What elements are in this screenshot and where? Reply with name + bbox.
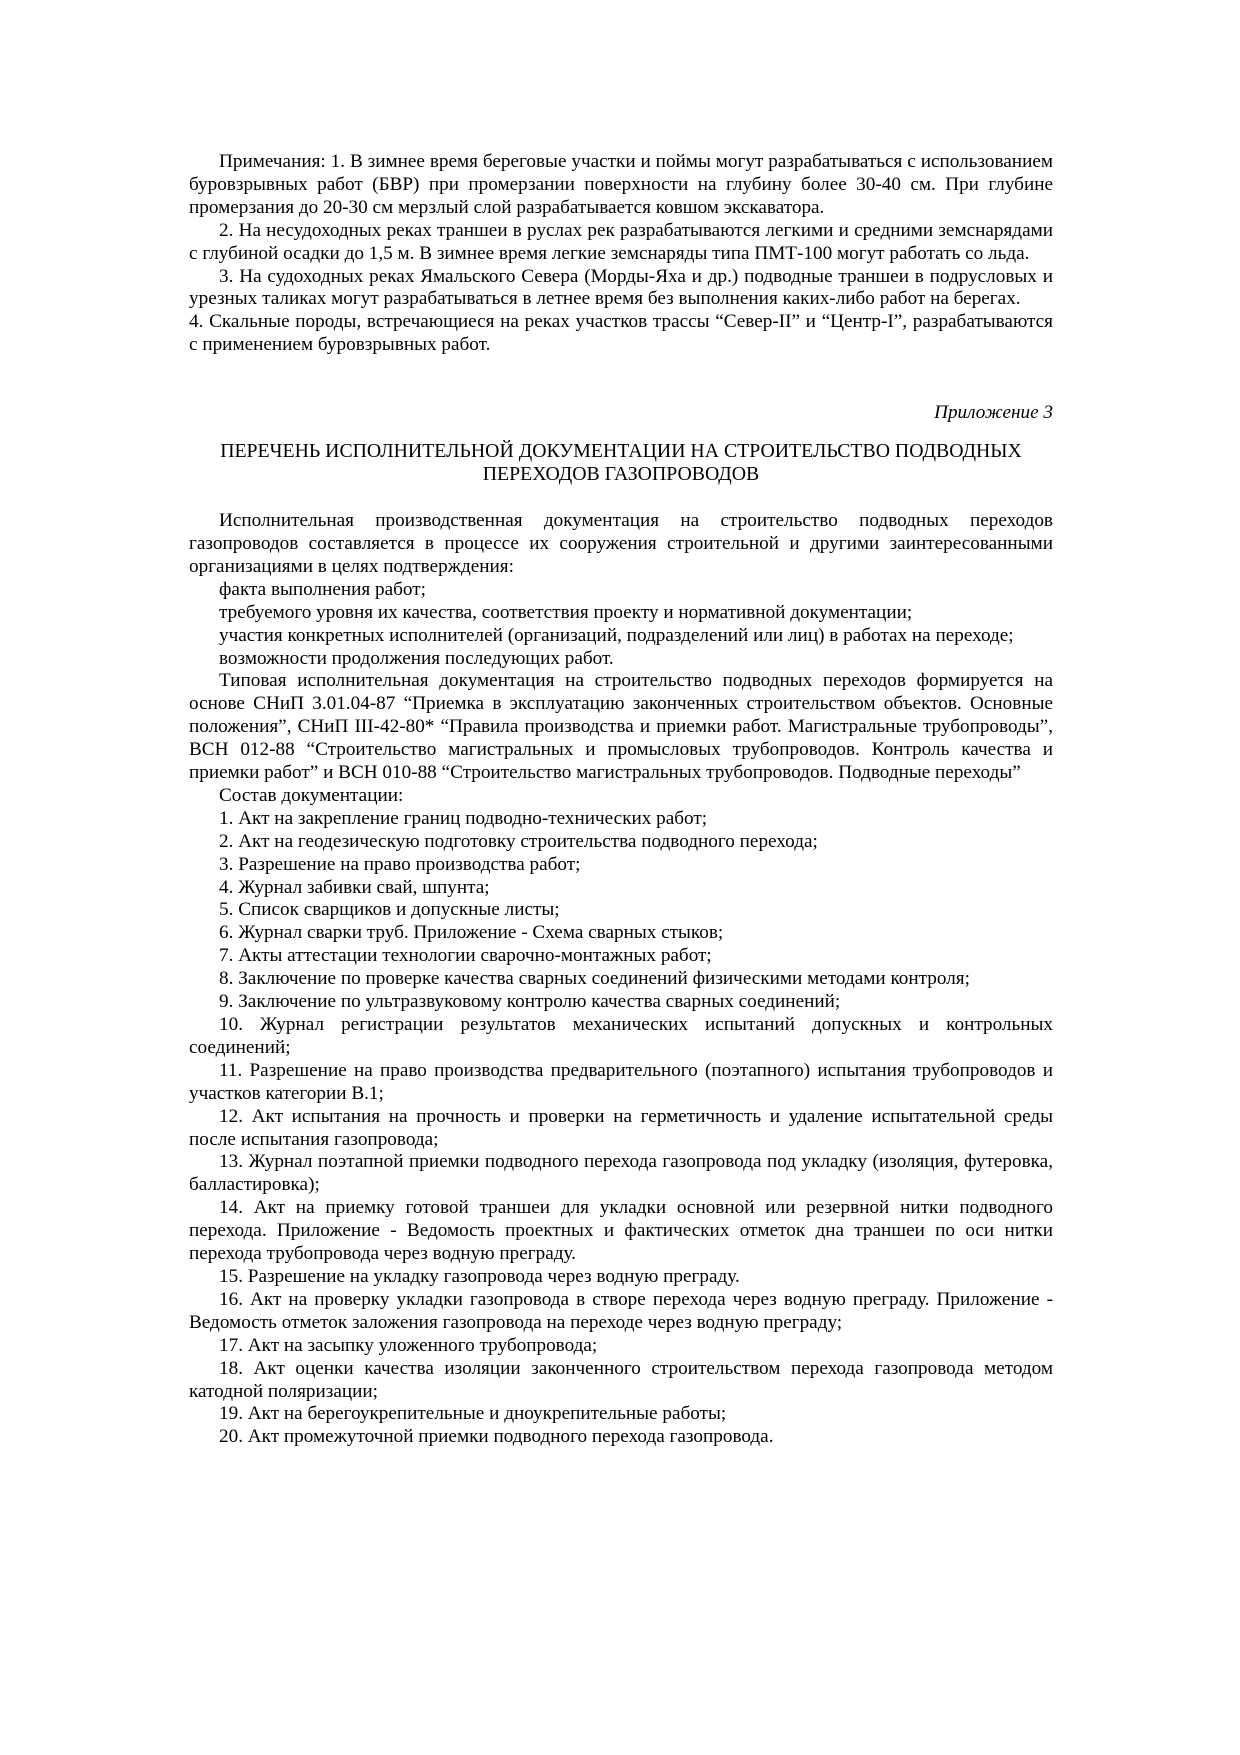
document-list-item: 5. Список сварщиков и допускные листы; (219, 899, 560, 921)
note-3: 3. На судоходных реках Ямальского Севера (Морды-Яха и др.) подводные траншеи в подрусловых и урезных таликах могут разрабатываться в летнее время без выполнения каких-либо работ на берегах. (189, 265, 1053, 310)
document-list-item: 1. Акт на закрепление границ подводно-технических работ; (219, 807, 708, 829)
document-list-item: 19. Акт на берегоукрепительные и дноукрепительные работы; (219, 1403, 727, 1425)
document-page (189, 151, 1053, 1449)
document-title: ПЕРЕЧЕНЬ ИСПОЛНИТЕЛЬНОЙ ДОКУМЕНТАЦИИ НА СТРОИТЕЛЬСТВО ПОДВОДНЫХ ПЕРЕХОДОВ ГАЗОПРОВОДОВ (220, 440, 1022, 486)
purpose-item: участия конкретных исполнителей (организаций, подразделений или лиц) в работах на переходе; (219, 624, 1014, 646)
document-list-item: 4. Журнал забивки свай, шпунта; (219, 876, 490, 898)
purpose-item: требуемого уровня их качества, соответствия проекту и нормативной документации; (219, 601, 913, 623)
note-1: Примечания: 1. В зимнее время береговые участки и поймы могут разрабатываться с использованием буровзрывных работ (БВР) при промерзании поверхности на глубину более 30-40 см. При глубине промерзания до 20-30 см мерзлый слой разрабатывается ковшом экскаватора. (189, 151, 1053, 218)
document-list-item: 7. Акты аттестации технологии сварочно-монтажных работ; (219, 945, 712, 967)
standards-paragraph: Типовая исполнительная документация на строительство подводных переходов формируется на основе СНиП 3.01.04-87 “Приемка в эксплуатацию законченных строительством объектов. Основные положения”, СНиП III-42-80* “Правила производства и приемки работ. Магистральные трубопроводы”, ВСН 012-88 “Строительство магистральных и промысловых трубопроводов. Контроль качества и приемки работ” и ВСН 010-88 “Строительство магистральных трубопроводов. Подводные переходы” (189, 670, 1053, 784)
document-list-item: 3. Разрешение на право производства работ; (219, 853, 581, 875)
document-list-item: 14. Акт на приемку готовой траншеи для укладки основной или резервной нитки подводного перехода. Приложение - Ведомость проектных и фактических отметок дна траншеи по оси нитки перехода трубопровода через водную преграду. (189, 1197, 1053, 1265)
document-list-item: 16. Акт на проверку укладки газопровода в створе перехода через водную преграду. Приложение - Ведомость отметок заложения газопровода на переходе через водную преграду; (189, 1288, 1053, 1333)
composition-heading: Состав документации: (219, 784, 404, 806)
document-list-item: 13. Журнал поэтапной приемки подводного перехода газопровода под укладку (изоляция, футеровка, балластировка); (189, 1151, 1053, 1196)
document-list-item: 9. Заключение по ультразвуковому контролю качества сварных соединений; (219, 991, 841, 1013)
document-list-item: 17. Акт на засыпку уложенного трубопровода; (219, 1334, 598, 1356)
document-list-item: 8. Заключение по проверке качества сварных соединений физическими методами контроля; (219, 968, 970, 990)
appendix-label: Приложение 3 (934, 402, 1053, 424)
purpose-item: возможности продолжения последующих работ. (219, 647, 614, 669)
document-list-item: 15. Разрешение на укладку газопровода через водную преграду. (219, 1265, 740, 1287)
purpose-item: факта выполнения работ; (219, 578, 426, 600)
document-list-item: 20. Акт промежуточной приемки подводного перехода газопровода. (219, 1426, 774, 1448)
note-2: 2. На несудоходных реках траншеи в руслах рек разрабатываются легкими и средними земснарядами с глубиной осадки до 1,5 м. В зимнее время легкие земснаряды типа ПМТ-100 могут работать со льда. (189, 219, 1053, 264)
document-list-item: 2. Акт на геодезическую подготовку строительства подводного перехода; (219, 830, 818, 852)
intro-paragraph: Исполнительная производственная документация на строительство подводных переходов газопроводов составляется в процессе их сооружения строительной и другими заинтересованными организациями в целях подтверждения: (189, 510, 1053, 577)
document-list-item: 6. Журнал сварки труб. Приложение - Схема сварных стыков; (219, 922, 724, 944)
document-list-item: 10. Журнал регистрации результатов механических испытаний допускных и контрольных соединений; (189, 1014, 1053, 1058)
document-list-item: 11. Разрешение на право производства предварительного (поэтапного) испытания трубопроводов и участков категории В.1; (189, 1059, 1053, 1104)
document-list-item: 18. Акт оценки качества изоляции законченного строительством перехода газопровода методом катодной поляризации; (189, 1357, 1053, 1402)
document-list-item: 12. Акт испытания на прочность и проверки на герметичность и удаление испытательной среды после испытания газопровода; (189, 1105, 1053, 1150)
note-4: 4. Скальные породы, встречающиеся на реках участков трассы “Север-II” и “Центр-I”, разрабатываются с применением буровзрывных работ. (189, 311, 1053, 356)
